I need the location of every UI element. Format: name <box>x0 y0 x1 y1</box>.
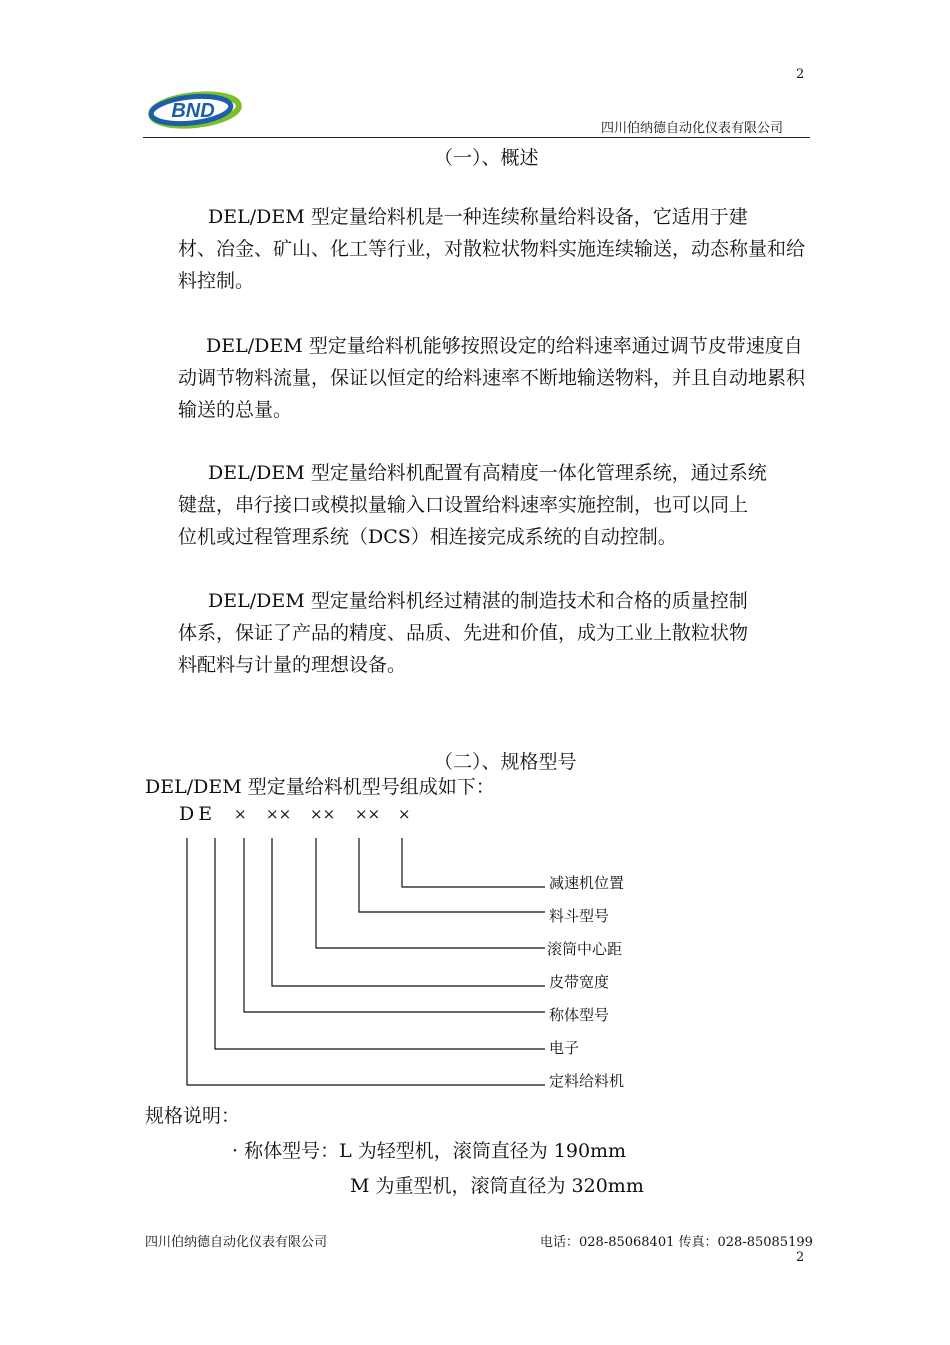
paragraph-3-line-1: DEL/DEM 型定量给料机配置有高精度一体化管理系统，通过系统 <box>208 462 767 484</box>
model-code-part-2: ×× <box>266 805 292 823</box>
header-company-name: 四川伯纳德自动化仪表有限公司 <box>601 121 784 136</box>
spec-line-2: M 为重型机，滚筒直径为 320mm <box>350 1175 644 1197</box>
paragraph-1-line-3: 料控制。 <box>178 270 255 292</box>
paragraph-2-line-2: 动调节物料流量，保证以恒定的给料速率不断地输送物料，并且自动地累积 <box>178 367 806 389</box>
label-hopper-model: 料斗型号 <box>549 907 610 925</box>
line-pulley-distance <box>316 838 545 948</box>
line-hopper-model <box>359 838 545 912</box>
header-page-number: 2 <box>796 67 805 82</box>
label-feeder: 定料给料机 <box>549 1072 625 1090</box>
line-electronic <box>215 838 545 1049</box>
paragraph-4-line-3: 料配料与计量的理想设备。 <box>178 654 407 676</box>
spec-line-1: · 称体型号：L 为轻型机，滚筒直径为 190mm <box>232 1140 627 1162</box>
label-pulley-distance: 滚筒中心距 <box>547 940 623 958</box>
model-code-de: DE <box>179 803 217 825</box>
paragraph-3-line-3: 位机或过程管理系统（DCS）相连接完成系统的自动控制。 <box>178 526 677 548</box>
paragraph-4-line-2: 体系，保证了产品的精度、品质、先进和价值，成为工业上散粒状物 <box>178 622 749 644</box>
model-code-part-4: ×× <box>355 805 381 823</box>
section2-title: （二）、规格型号 <box>434 751 577 773</box>
model-code-part-3: ×× <box>310 805 336 823</box>
label-body-model: 称体型号 <box>549 1006 610 1024</box>
section1-title: （一）、概述 <box>434 147 539 169</box>
footer-company-name: 四川伯纳德自动化仪表有限公司 <box>145 1235 328 1250</box>
paragraph-2-line-3: 输送的总量。 <box>178 399 293 421</box>
model-code-part-5: × <box>398 805 411 823</box>
line-feeder <box>187 838 545 1085</box>
line-reducer-position <box>402 838 545 887</box>
footer-contact: 电话：028-85068401 传真：028-85085199 <box>540 1235 813 1250</box>
logo-text: BND <box>171 100 215 122</box>
paragraph-3-line-2: 键盘，串行接口或模拟量输入口设置给料速率实施控制，也可以同上 <box>178 494 749 516</box>
label-electronic: 电子 <box>549 1039 580 1057</box>
paragraph-1-line-2: 材、冶金、矿山、化工等行业，对散粒状物料实施连续输送，动态称量和给 <box>178 238 806 260</box>
paragraph-4-line-1: DEL/DEM 型定量给料机经过精湛的制造技术和合格的质量控制 <box>208 590 748 612</box>
footer-page-number: 2 <box>796 1250 805 1265</box>
label-reducer-position: 减速机位置 <box>549 874 625 892</box>
model-code-part-1: × <box>234 805 247 823</box>
spec-title: 规格说明： <box>145 1105 241 1127</box>
label-belt-width: 皮带宽度 <box>549 973 610 991</box>
paragraph-2-line-1: DEL/DEM 型定量给料机能够按照设定的给料速率通过调节皮带速度自 <box>206 335 803 357</box>
model-intro: DEL/DEM 型定量给料机型号组成如下： <box>145 776 495 798</box>
paragraph-1-line-1: DEL/DEM 型定量给料机是一种连续称量给料设备，它适用于建 <box>208 206 748 228</box>
